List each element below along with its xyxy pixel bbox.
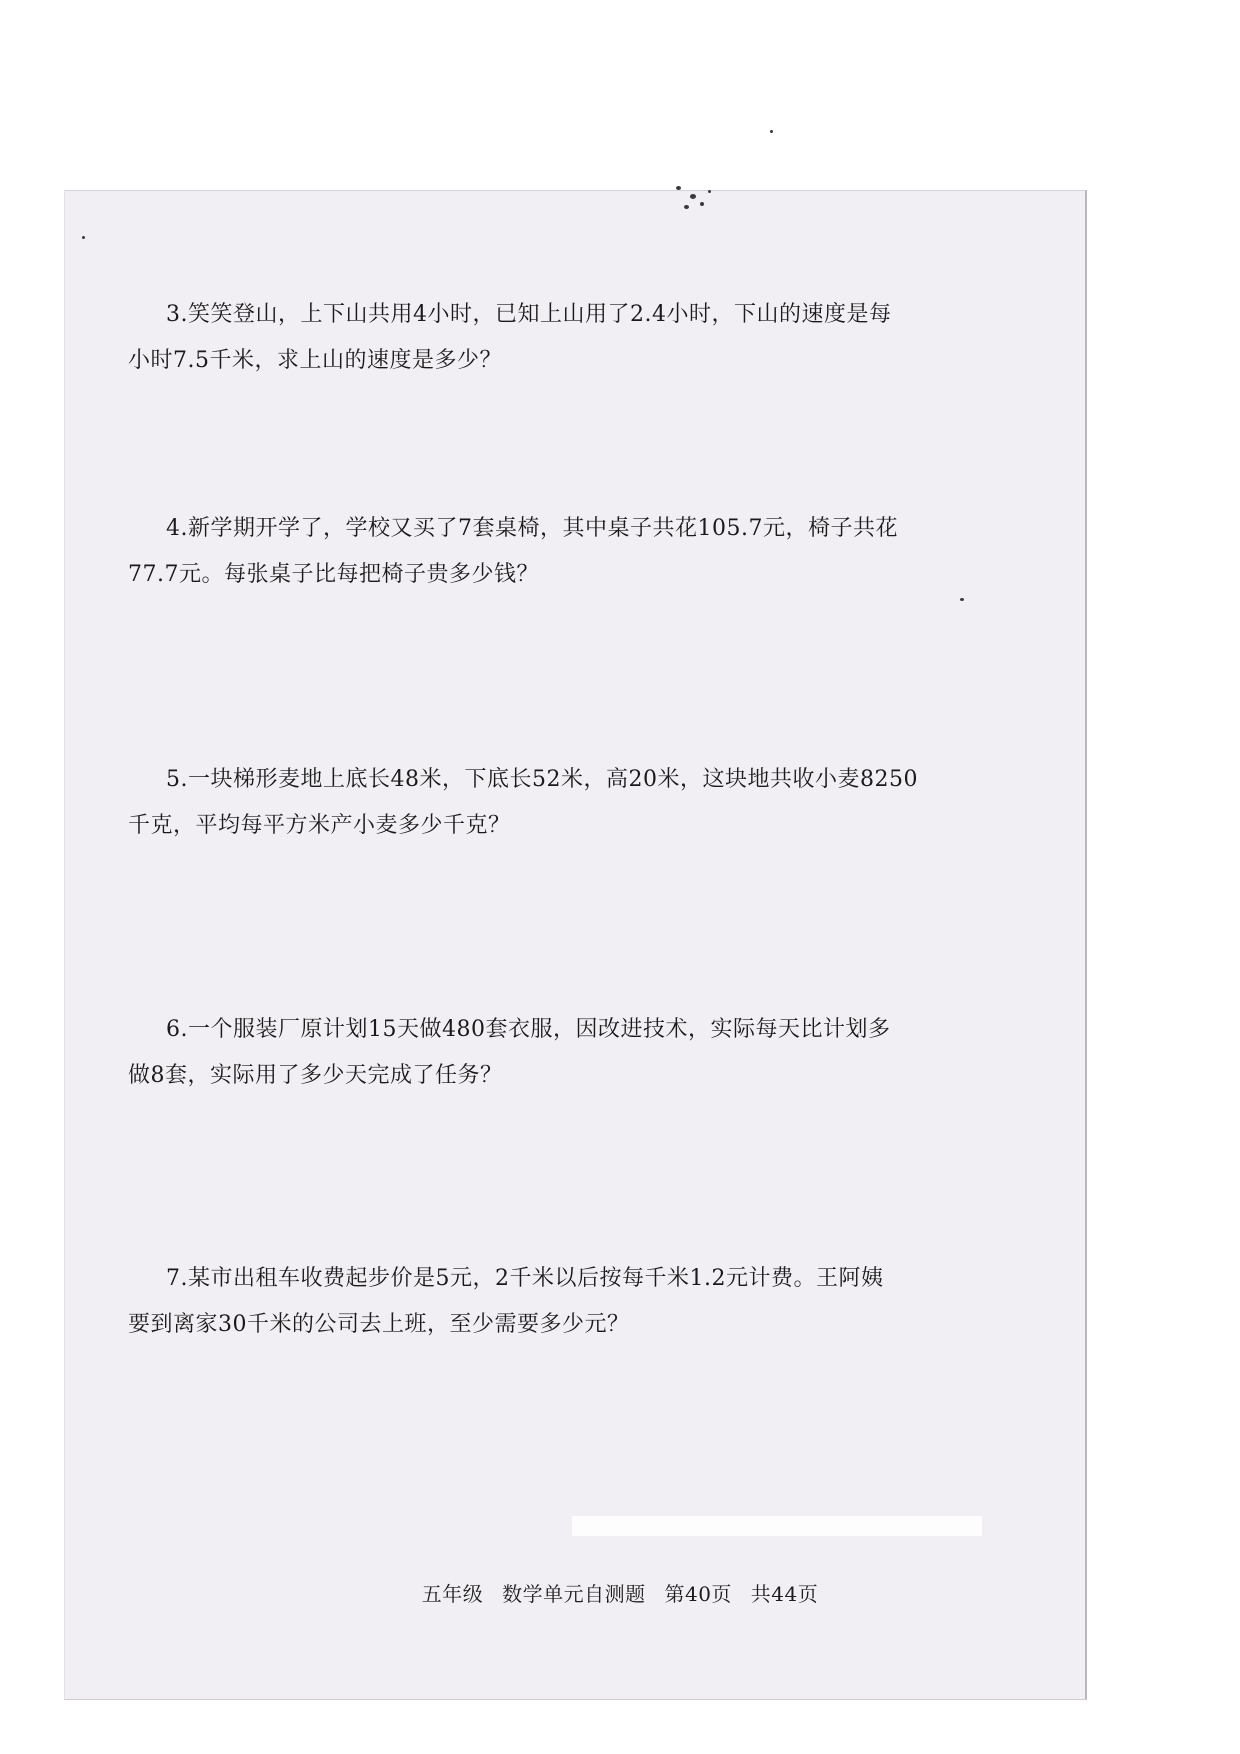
scan-speck [708, 190, 711, 193]
problem-3 [128, 292, 988, 384]
scan-speck [82, 236, 85, 239]
problem-3-line-1: 3.笑笑登山，上下山共用4小时，已知上山用了2.4小时，下山的速度是每 [166, 302, 892, 327]
scan-speck [690, 194, 696, 199]
problem-4 [128, 506, 988, 598]
problem-7 [128, 1256, 988, 1348]
problem-5-line-2: 千克，平均每平方米产小麦多少千克？ [128, 813, 511, 838]
problem-6-line-1: 6.一个服装厂原计划15天做480套衣服，因改进技术，实际每天比计划多 [166, 1017, 891, 1042]
problem-3-line-2: 小时7.5千米，求上山的速度是多少？ [128, 348, 502, 373]
problem-4-line-1: 4.新学期开学了，学校又买了7套桌椅，其中桌子共花105.7元，椅子共花 [166, 516, 898, 541]
problem-7-line-1: 7.某市出租车收费起步价是5元，2千米以后按每千米1.2元计费。王阿姨 [166, 1266, 884, 1291]
problem-7-line-2: 要到离家30千米的公司去上班，至少需要多少元？ [128, 1312, 630, 1337]
scan-speck [770, 130, 773, 133]
scan-speck [700, 202, 704, 206]
footer-page-number: 第40页 [664, 1582, 732, 1606]
problem-5 [128, 757, 988, 849]
scan-speck [960, 598, 964, 601]
scan-speck [684, 205, 689, 209]
correction-strip [572, 1516, 982, 1536]
problem-4-line-2: 77.7元。每张桌子比每把椅子贵多少钱？ [128, 562, 539, 587]
footer-total-pages: 共44页 [750, 1582, 819, 1606]
footer-grade: 五年级 [421, 1582, 484, 1606]
problem-6-line-2: 做8套，实际用了多少天完成了任务？ [128, 1063, 503, 1088]
page-footer [0, 1578, 1240, 1607]
problem-6 [128, 1007, 988, 1099]
problem-5-line-1: 5.一块梯形麦地上底长48米，下底长52米，高20米，这块地共收小麦8250 [166, 767, 918, 792]
scan-speck [676, 186, 681, 190]
scanned-page [64, 190, 1087, 1700]
footer-title: 数学单元自测题 [502, 1582, 646, 1606]
